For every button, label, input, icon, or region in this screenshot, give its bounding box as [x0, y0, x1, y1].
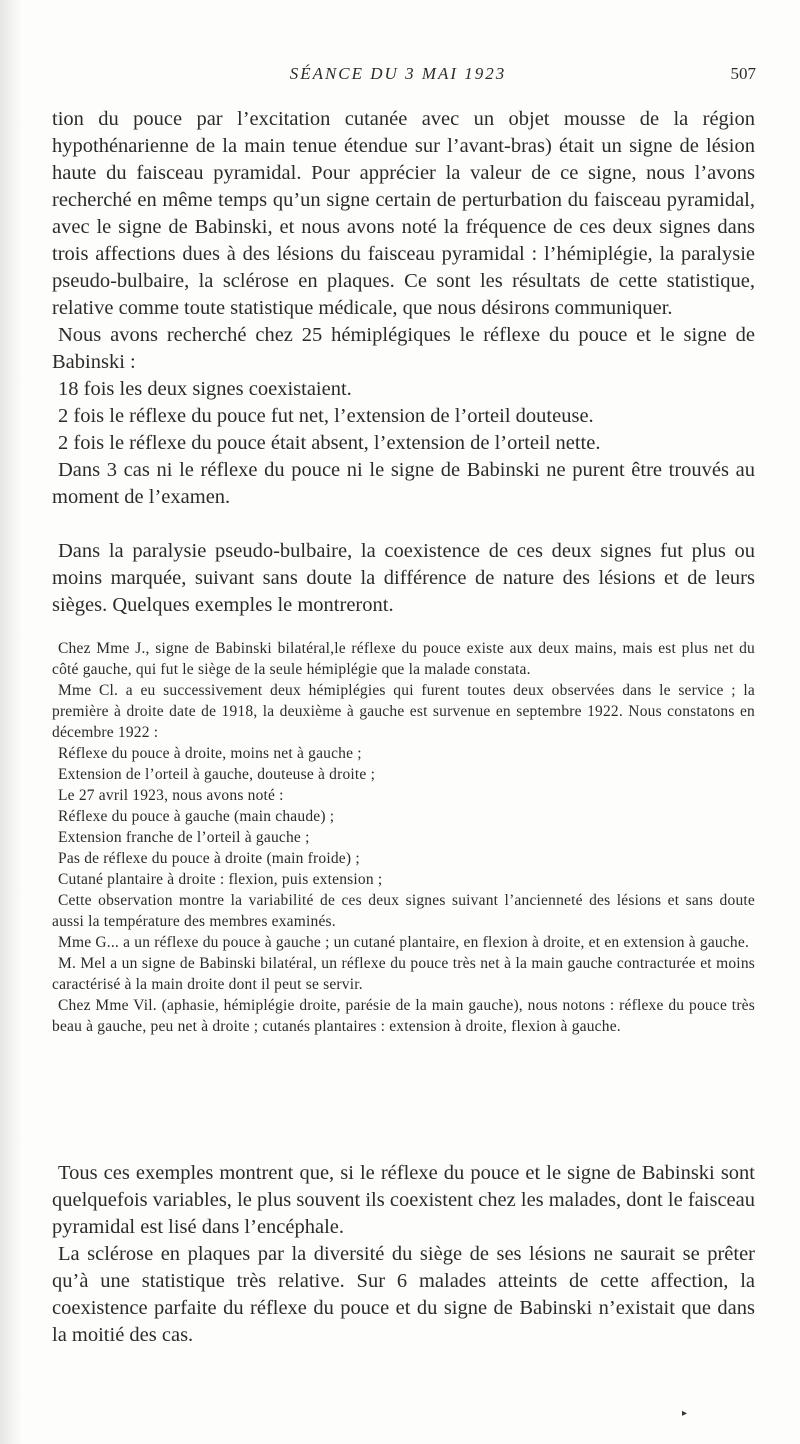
page-header — [40, 64, 756, 88]
case-note: Cette observation montre la variabilité de ces deux signes suivant l’ancienneté des lésions et sans doute aussi la température des membres examinés. — [52, 892, 755, 930]
paragraph: Dans 3 cas ni le réflexe du pouce ni le signe de Babinski ne purent être trouvés au moment de l’examen. — [52, 459, 755, 508]
case-note: Cutané plantaire à droite : flexion, puis extension ; — [58, 871, 383, 888]
case-note: Le 27 avril 1923, nous avons noté : — [58, 787, 284, 804]
paragraph: 2 fois le réflexe du pouce fut net, l’extension de l’orteil douteuse. — [58, 405, 594, 427]
body-text-block-3 — [52, 1160, 755, 1349]
case-note: Mme Cl. a eu successivement deux hémiplégies qui furent toutes deux observées dans le service ; la première à droite date de 1918, la deuxième à gauche est survenue en septembre 1922. Nous constatons en décembre 1922 : — [52, 682, 755, 741]
page-gutter-shadow — [0, 0, 22, 1444]
paragraph: Dans la paralysie pseudo-bulbaire, la coexistence de ces deux signes fut plus ou moins marquée, suivant sans doute la différence de nature des lésions et de leurs sièges. Quelques exemples le montreront. — [52, 540, 755, 616]
case-note: Mme G... a un réflexe du pouce à gauche ; un cutané plantaire, en flexion à droite, et en extension à gauche. — [58, 934, 750, 951]
paragraph: La sclérose en plaques par la diversité du siège de ses lésions ne saurait se prêter qu’à une statistique très relative. Sur 6 malades atteints de cette affection, la coexistence parfaite du réflexe du pouce et du signe de Babinski n’existait que dans la moitié des cas. — [52, 1243, 755, 1346]
case-note: Réflexe du pouce à droite, moins net à gauche ; — [58, 745, 362, 762]
case-note: Extension de l’orteil à gauche, douteuse à droite ; — [58, 766, 376, 783]
case-note: M. Mel a un signe de Babinski bilatéral, un réflexe du pouce très net à la main gauche contracturée et moins caractérisé à la main droite dont il peut se servir. — [52, 955, 755, 993]
paragraph: tion du pouce par l’excitation cutanée avec un objet mousse de la région hypothénarienne de la main tenue étendue sur l’avant-bras) était un signe de lésion haute du faisceau pyramidal. Pour apprécier la valeur de ce signe, nous l’avons recherché en même temps qu’un signe certain de perturbation du faisceau pyramidal, avec le signe de Babinski, et nous avons noté la fréquence de ces deux signes dans trois affections dues à des lésions du faisceau pyramidal : l’hémiplégie, la paralysie pseudo-bulbaire, la sclérose en plaques. Ce sont les résultats de cette statistique, relative comme toute statistique médicale, que nous désirons communiquer. — [52, 108, 755, 319]
print-mark-icon: ▸ — [682, 1408, 688, 1419]
paragraph: 18 fois les deux signes coexistaient. — [58, 378, 352, 400]
case-note: Pas de réflexe du pouce à droite (main froide) ; — [58, 850, 360, 867]
page-number: 507 — [730, 64, 756, 83]
paragraph: 2 fois le réflexe du pouce était absent, l’extension de l’orteil nette. — [58, 432, 601, 454]
paragraph: Tous ces exemples montrent que, si le réflexe du pouce et le signe de Babinski sont quelquefois variables, le plus souvent ils coexistent chez les malades, dont le faisceau pyramidal est lisé dans l’encéphale. — [52, 1162, 755, 1238]
case-note: Chez Mme J., signe de Babinski bilatéral,le réflexe du pouce existe aux deux mains, mais est plus net du côté gauche, qui fut le siège de la seule hémiplégie que la malade constata. — [52, 640, 755, 678]
case-note: Extension franche de l’orteil à gauche ; — [58, 829, 310, 846]
case-note: Réflexe du pouce à gauche (main chaude) ; — [58, 808, 335, 825]
body-text-block-1 — [52, 106, 755, 511]
case-note: Chez Mme Vil. (aphasie, hémiplégie droite, parésie de la main gauche), nous notons : réflexe du pouce très beau à gauche, peu net à droite ; cutanés plantaires : extension à droite, flexion à gauche. — [52, 997, 755, 1035]
running-head: SÉANCE DU 3 MAI 1923 — [289, 64, 507, 83]
paragraph: Nous avons recherché chez 25 hémiplégiques le réflexe du pouce et le signe de Babinski : — [52, 324, 755, 373]
case-notes — [52, 638, 755, 1037]
body-text-block-2 — [52, 538, 755, 619]
